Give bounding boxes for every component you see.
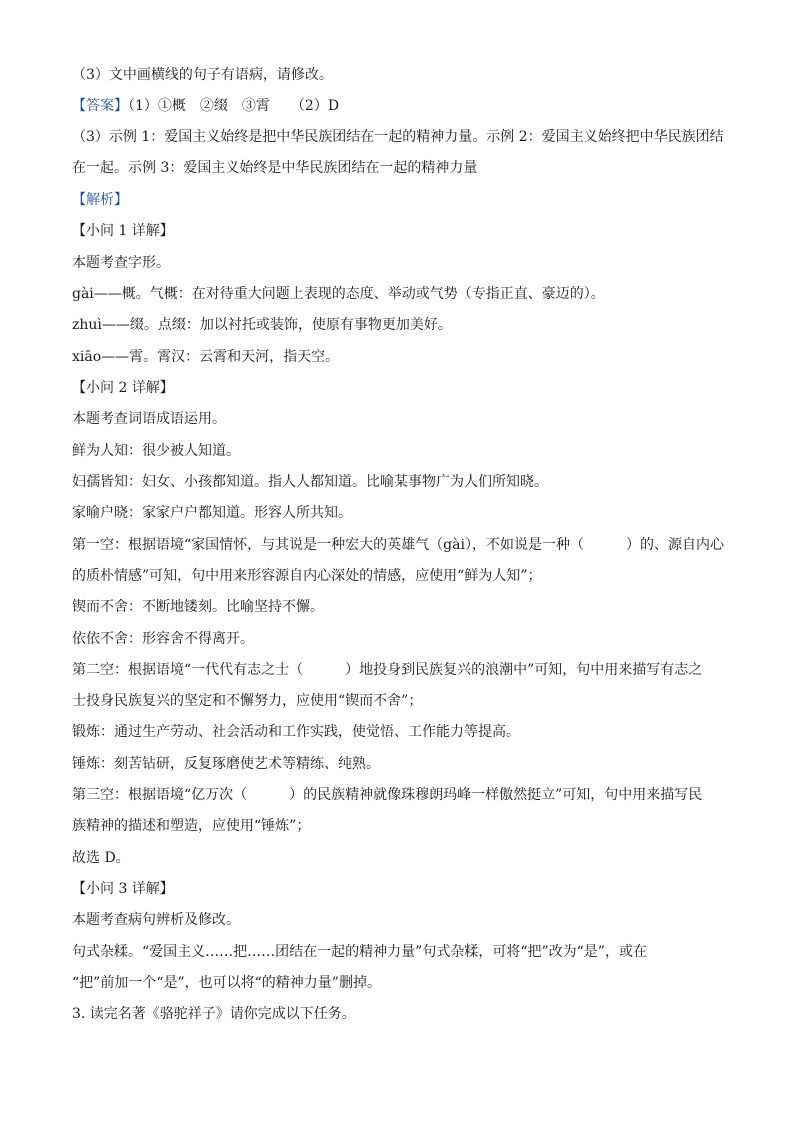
text-line: 第一空：根据语境“家国情怀，与其说是一种宏大的英雄气（gài），不如说是一种（ ）的、源自内心 — [72, 537, 724, 553]
text-line: 锻炼：通过生产劳动、社会活动和工作实践，使觉悟、工作能力等提高。 — [72, 724, 520, 740]
text-line: 故选 D。 — [72, 850, 130, 866]
text-line: 第三空：根据语境“亿万次（ ）的民族精神就像珠穆朗玛峰一样傲然挺立”可知，句中用来描写民 — [72, 787, 703, 803]
text-line: 妇孺皆知：妇女、小孩都知道。指人人都知道。比喻某事物广为人们所知晓。 — [72, 474, 548, 490]
text-line: 第二空：根据语境“一代代有志之士（ ）地投身到民族复兴的浪潮中”可知，句中用来描写有志之 — [72, 662, 703, 678]
answer-3-line-2: 在一起。示例 3：爱国主义始终是中华民族团结在一起的精神力量 — [72, 160, 478, 176]
text-line: 锲而不舍：不断地镂刻。比喻坚持不懈。 — [72, 599, 324, 615]
sub-question-1-heading: 【小问 1 详解】 — [72, 223, 174, 239]
answer-label: 【答案】 — [72, 98, 128, 114]
text-line: 本题考查字形。 — [72, 255, 170, 271]
answer-line — [72, 96, 732, 116]
sub-question-2-heading: 【小问 2 详解】 — [72, 380, 174, 396]
text-line: 本题考查病句辨析及修改。 — [72, 912, 240, 928]
analysis-heading: 【解析】 — [72, 192, 128, 208]
text-line: 依依不舍：形容舍不得离开。 — [72, 631, 254, 647]
answer-3-line-1: （3）示例 1：爱国主义始终是把中华民族团结在一起的精神力量。示例 2：爱国主义始终把中华民族团结 — [72, 129, 724, 145]
text-line: “把”前加一个“是”，也可以将“的精神力量”删掉。 — [72, 975, 381, 991]
answer-text: （1）①概 ②缀 ③霄 （2）D — [128, 98, 340, 114]
text-line: gài——概。气概：在对待重大问题上表现的态度、举动或气势（专指正直、豪迈的）。 — [72, 286, 605, 302]
question-3-prompt: （3）文中画横线的句子有语病，请修改。 — [72, 67, 333, 83]
question-3-title: 3. 读完名著《骆驼祥子》请你完成以下任务。 — [72, 1006, 356, 1022]
text-line: xiāo——霄。霄汉：云霄和天河，指天空。 — [72, 349, 340, 365]
text-line: zhuì——缀。点缀：加以衬托或装饰，使原有事物更加美好。 — [72, 317, 452, 333]
text-line: 士投身民族复兴的坚定和不懈努力，应使用“锲而不舍”； — [72, 693, 423, 709]
text-line: 鲜为人知：很少被人知道。 — [72, 443, 240, 459]
text-line: 家喻户晓：家家户户都知道。形容人所共知。 — [72, 505, 352, 521]
text-line: 的质朴情感”可知，句中用来形容源自内心深处的情感，应使用“鲜为人知”； — [72, 568, 542, 584]
text-line: 本题考查词语成语运用。 — [72, 411, 226, 427]
text-line: 锤炼：刻苦钻研，反复琢磨使艺术等精练、纯熟。 — [72, 756, 380, 772]
text-line: 族精神的描述和塑造，应使用“锤炼”； — [72, 818, 311, 834]
text-line: 句式杂糅。“爱国主义……把……团结在一起的精神力量”句式杂糅，可将“把”改为“是”，或在 — [72, 944, 647, 960]
sub-question-3-heading: 【小问 3 详解】 — [72, 881, 174, 897]
